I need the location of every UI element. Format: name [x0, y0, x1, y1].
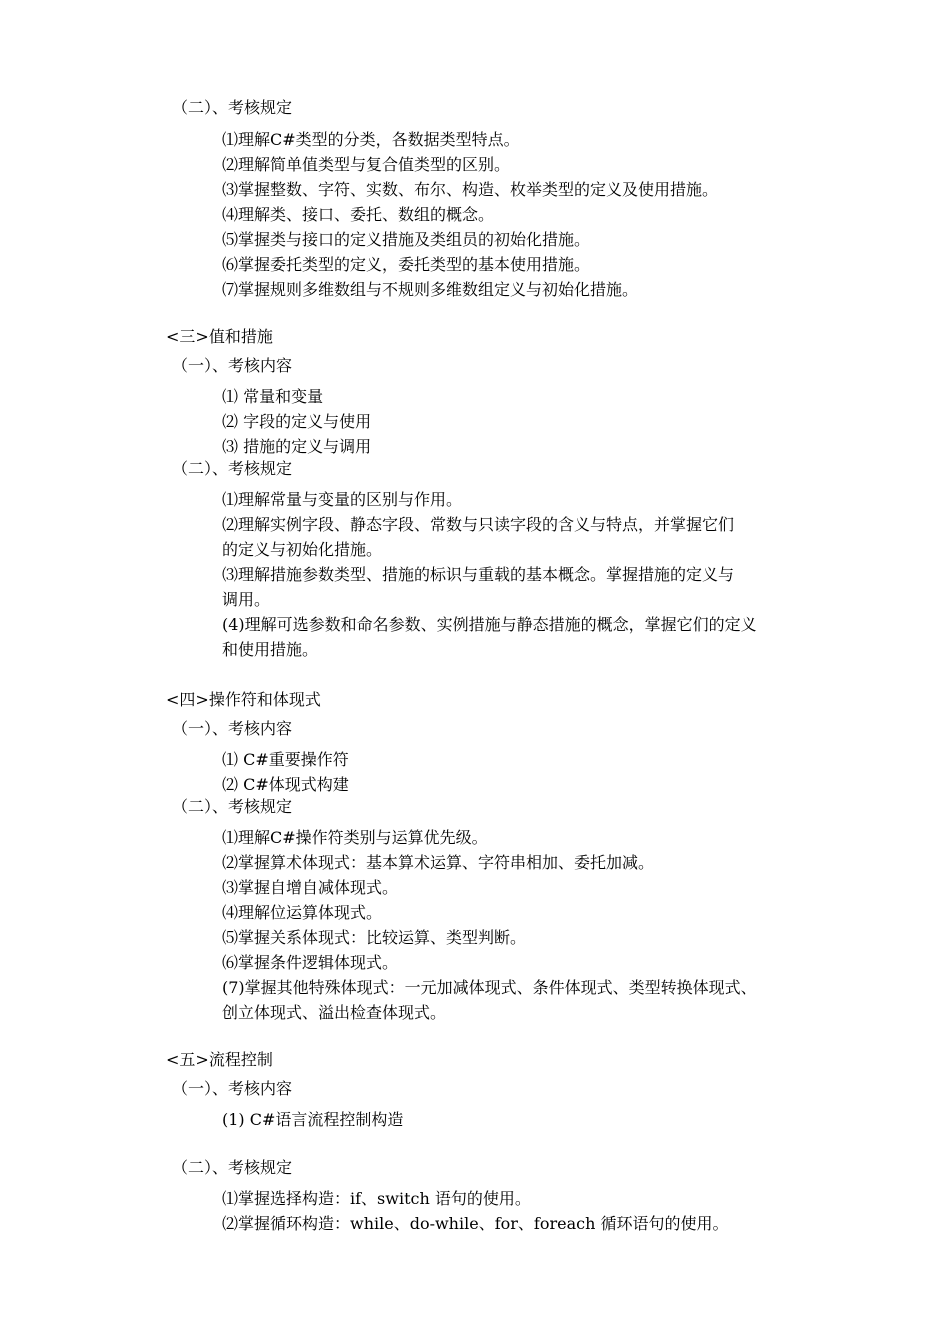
sec4-rule-6: ⑹掌握条件逻辑体现式。	[222, 953, 399, 972]
sec2-rule-2: ⑵理解简单值类型与复合值类型的区别。	[222, 155, 511, 174]
sec2-rule-3: ⑶掌握整数、字符、实数、布尔、构造、枚举类型的定义及使用措施。	[222, 180, 719, 199]
sec4-content-2: ⑵ C#体现式构建	[222, 775, 349, 794]
sec4-rule-7-cont: 创立体现式、溢出检查体现式。	[222, 1003, 447, 1022]
sec4-rule-1: ⑴理解C#操作符类别与运算优先级。	[222, 828, 488, 847]
sec4-rule-5: ⑸掌握关系体现式：比较运算、类型判断。	[222, 928, 527, 947]
sec5-rule-1: ⑴掌握选择构造：if、switch 语句的使用。	[222, 1189, 531, 1208]
sec3-title: <三>值和措施	[166, 327, 273, 346]
sec3-rule-3: ⑶理解措施参数类型、措施的标识与重载的基本概念。掌握措施的定义与	[222, 565, 735, 584]
sec2-rule-7: ⑺掌握规则多维数组与不规则多维数组定义与初始化措施。	[222, 280, 639, 299]
sec4-rule-7: (7)掌握其他特殊体现式：一元加减体现式、条件体现式、类型转换体现式、	[222, 978, 757, 997]
sec2-rule-6: ⑹掌握委托类型的定义，委托类型的基本使用措施。	[222, 255, 591, 274]
sec3-rule-2: ⑵理解实例字段、静态字段、常数与只读字段的含义与特点，并掌握它们	[222, 515, 735, 534]
sec5-rule-2: ⑵掌握循环构造：while、do-while、for、foreach 循环语句的使用。	[222, 1214, 729, 1233]
sec2-rule-1: ⑴理解C#类型的分类，各数据类型特点。	[222, 130, 520, 149]
sec3-content-heading: （一）、考核内容	[172, 356, 293, 375]
sec3-content-3: ⑶ 措施的定义与调用	[222, 437, 372, 456]
sec4-rules-heading: （二）、考核规定	[172, 797, 293, 816]
sec4-rule-4: ⑷理解位运算体现式。	[222, 903, 383, 922]
sec4-content-1: ⑴ C#重要操作符	[222, 750, 349, 769]
sec2-rules-heading: （二）、考核规定	[172, 98, 293, 117]
sec3-rule-3-cont: 调用。	[222, 590, 271, 609]
sec5-title: <五>流程控制	[166, 1050, 273, 1069]
sec3-content-2: ⑵ 字段的定义与使用	[222, 412, 372, 431]
sec3-rules-heading: （二）、考核规定	[172, 459, 293, 478]
sec4-rule-3: ⑶掌握自增自减体现式。	[222, 878, 399, 897]
sec4-rule-2: ⑵掌握算术体现式：基本算术运算、字符串相加、委托加减。	[222, 853, 655, 872]
sec3-rule-2-cont: 的定义与初始化措施。	[222, 540, 383, 559]
sec5-content-heading: （一）、考核内容	[172, 1079, 293, 1098]
sec3-rule-1: ⑴理解常量与变量的区别与作用。	[222, 490, 463, 509]
sec5-rules-heading: （二）、考核规定	[172, 1158, 293, 1177]
sec5-content-1: (1) C#语言流程控制构造	[222, 1110, 404, 1129]
sec2-rule-4: ⑷理解类、接口、委托、数组的概念。	[222, 205, 495, 224]
sec2-rule-5: ⑸掌握类与接口的定义措施及类组员的初始化措施。	[222, 230, 591, 249]
sec3-content-1: ⑴ 常量和变量	[222, 387, 324, 406]
sec4-content-heading: （一）、考核内容	[172, 719, 293, 738]
sec4-title: <四>操作符和体现式	[166, 690, 321, 709]
sec3-rule-4: (4)理解可选参数和命名参数、实例措施与静态措施的概念，掌握它们的定义	[222, 615, 757, 634]
sec3-rule-4-cont: 和使用措施。	[222, 640, 319, 659]
